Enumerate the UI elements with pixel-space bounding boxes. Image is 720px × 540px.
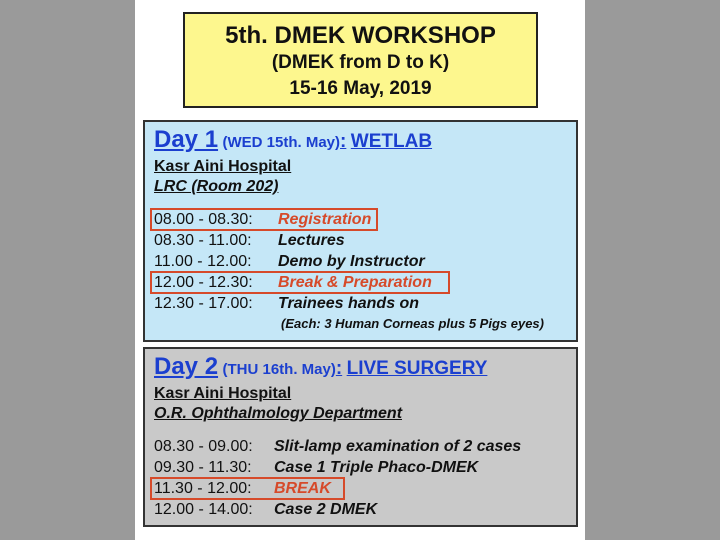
row-time: 08.30 - 09.00:	[154, 438, 253, 455]
row-time: 11.30 - 12.00:	[154, 480, 252, 497]
row-time: 12.00 - 14.00:	[154, 501, 253, 518]
schedule-row	[154, 272, 576, 293]
row-time: 12.00 - 12.30:	[154, 274, 253, 291]
day2-heading	[154, 353, 576, 384]
schedule-row	[154, 457, 576, 478]
day2-date: (THU 16th. May)	[222, 361, 336, 378]
highlight-frame	[150, 271, 450, 294]
day1-note: (Each: 3 Human Corneas plus 5 Pigs eyes)	[281, 316, 544, 331]
row-activity: BREAK	[274, 480, 331, 497]
day1-label: Day 1	[154, 126, 219, 153]
day1-section	[143, 120, 578, 342]
day1-room: LRC (Room 202)	[154, 178, 279, 195]
row-activity: Slit-lamp examination of 2 cases	[274, 438, 522, 455]
row-activity: Lectures	[278, 232, 345, 249]
day1-kind: WETLAB	[350, 131, 433, 152]
row-activity: Registration	[278, 211, 372, 228]
row-activity: Demo by Instructor	[278, 253, 425, 270]
workshop-subtitle: (DMEK from D to K)	[271, 52, 450, 73]
row-time: 08.00 - 08.30:	[154, 211, 253, 228]
row-activity: Case 1 Triple Phaco-DMEK	[274, 459, 479, 476]
day2-venue: Kasr Aini Hospital	[154, 385, 292, 402]
workshop-title: 5th. DMEK WORKSHOP	[225, 22, 496, 49]
row-activity: Break & Preparation	[278, 274, 432, 291]
schedule-row	[154, 293, 576, 314]
title-box	[183, 12, 538, 108]
day2-section	[143, 347, 578, 527]
day2-kind: LIVE SURGERY	[346, 358, 488, 379]
workshop-dates: 15-16 May, 2019	[289, 78, 432, 99]
schedule-row	[154, 209, 576, 230]
day1-date: (WED 15th. May)	[222, 134, 341, 151]
highlight-frame	[150, 477, 345, 500]
day1-venue: Kasr Aini Hospital	[154, 158, 292, 175]
schedule-row	[154, 251, 576, 272]
day1-sep: :	[340, 131, 347, 152]
row-time: 09.30 - 11.30:	[154, 459, 252, 476]
schedule-row	[154, 499, 576, 520]
schedule-row	[154, 478, 576, 499]
row-time: 11.00 - 12.00:	[154, 253, 252, 270]
row-time: 12.30 - 17.00:	[154, 295, 253, 312]
day1-heading	[154, 126, 576, 157]
schedule-row	[154, 436, 576, 457]
day2-sep: :	[335, 358, 343, 379]
row-activity: Case 2 DMEK	[274, 501, 378, 518]
row-time: 08.30 - 11.00:	[154, 232, 252, 249]
highlight-frame	[150, 208, 378, 231]
workshop-flyer	[135, 0, 585, 540]
schedule-row	[154, 230, 576, 251]
row-activity: Trainees hands on	[278, 295, 420, 312]
day2-label: Day 2	[154, 353, 219, 380]
day2-room: O.R. Ophthalmology Department	[154, 405, 403, 422]
